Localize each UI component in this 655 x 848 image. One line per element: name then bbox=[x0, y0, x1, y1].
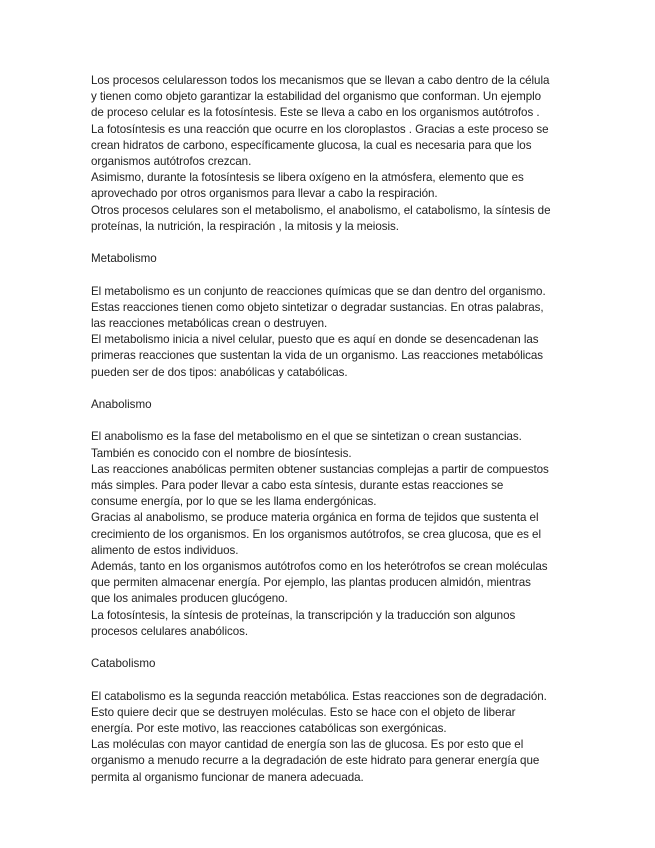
catabolismo-section bbox=[91, 689, 585, 786]
section-heading-catabolismo: Catabolismo bbox=[91, 657, 156, 671]
text-line: Los procesos celularesson todos los mecanismos que se llevan a cabo dentro de la célula bbox=[91, 74, 550, 87]
section-heading-metabolismo: Metabolismo bbox=[91, 252, 157, 266]
text-line: Las moléculas con mayor cantidad de energía son las de glucosa. Es por esto que el bbox=[91, 738, 524, 752]
text-line: El anabolismo es la fase del metabolismo en el que se sintetizan o crean sustancias. bbox=[91, 430, 522, 444]
text-line: crecimiento de los organismos. En los organismos autótrofos, se crea glucosa, que es el bbox=[91, 527, 541, 541]
text-line: El metabolismo inicia a nivel celular, puesto que es aquí en donde se desencadenan las bbox=[91, 333, 539, 347]
text-line: La fotosíntesis, la síntesis de proteínas, la transcripción y la traducción son algunos bbox=[91, 608, 516, 622]
text-line: Las reacciones anabólicas permiten obtener sustancias complejas a partir de compuestos bbox=[91, 462, 549, 476]
text-line: permita al organismo funcionar de manera adecuada. bbox=[91, 770, 364, 784]
text-line: Gracias al anabolismo, se produce materia orgánica en forma de tejidos que sustenta el bbox=[91, 511, 539, 525]
text-line: El catabolismo es la segunda reacción metabólica. Estas reacciones son de degradación. bbox=[91, 689, 547, 703]
text-line: Asimismo, durante la fotosíntesis se libera oxígeno en la atmósfera, elemento que es bbox=[91, 171, 524, 185]
text-line: energía. Por este motivo, las reacciones catabólicas son exergónicas. bbox=[91, 722, 447, 736]
text-line: Esto quiere decir que se destruyen moléculas. Esto se hace con el objeto de liberar bbox=[91, 705, 516, 719]
text-line: crean hidratos de carbono, específicamente glucosa, la cual es necesaria para que los bbox=[91, 138, 532, 152]
text-line: El metabolismo es un conjunto de reacciones químicas que se dan dentro del organismo. bbox=[91, 284, 546, 298]
text-line: organismo a menudo recurre a la degradación de este hidrato para generar energía que bbox=[91, 754, 540, 768]
text-line: de proceso celular es la fotosíntesis. Este se lleva a cabo en los organismos autótrofos . bbox=[91, 106, 540, 120]
text-line: pueden ser de dos tipos: anabólicas y catabólicas. bbox=[91, 365, 348, 379]
text-line: y tienen como objeto garantizar la estabilidad del organismo que conforman. Un ejemplo bbox=[91, 90, 542, 104]
text-line: más simples. Para poder llevar a cabo esta síntesis, durante estas reacciones se bbox=[91, 479, 504, 493]
text-line: que los animales producen glucógeno. bbox=[91, 592, 288, 606]
text-line: La fotosíntesis es una reacción que ocurre en los cloroplastos . Gracias a este proceso se bbox=[91, 122, 549, 136]
text-line: procesos celulares anabólicos. bbox=[91, 624, 249, 638]
text-line: Otros procesos celulares son el metabolismo, el anabolismo, el catabolismo, la síntesis de bbox=[91, 203, 551, 217]
text-line: primeras reacciones que sustentan la vida de un organismo. Las reacciones metabólicas bbox=[91, 349, 544, 363]
text-line: También es conocido con el nombre de biosíntesis. bbox=[91, 446, 352, 460]
text-line: aprovechado por otros organismos para llevar a cabo la respiración. bbox=[91, 187, 438, 201]
anabolismo-section bbox=[91, 429, 585, 640]
intro-section bbox=[91, 73, 585, 235]
text-line: Estas reacciones tienen como objeto sintetizar o degradar sustancias. En otras palabras, bbox=[91, 300, 544, 314]
section-heading-anabolismo: Anabolismo bbox=[91, 398, 152, 412]
text-line: organismos autótrofos crezcan. bbox=[91, 155, 252, 169]
text-line: alimento de estos individuos. bbox=[91, 543, 239, 557]
text-line: consume energía, por lo que se les llama endergónicas. bbox=[91, 495, 377, 509]
metabolismo-section bbox=[91, 284, 585, 381]
text-line: proteínas, la nutrición, la respiración , la mitosis y la meiosis. bbox=[91, 219, 399, 233]
text-line: las reacciones metabólicas crean o destruyen. bbox=[91, 317, 328, 331]
text-line: que permiten almacenar energía. Por ejemplo, las plantas producen almidón, mientras bbox=[91, 576, 531, 590]
text-line: Además, tanto en los organismos autótrofos como en los heterótrofos se crean moléculas bbox=[91, 560, 548, 574]
